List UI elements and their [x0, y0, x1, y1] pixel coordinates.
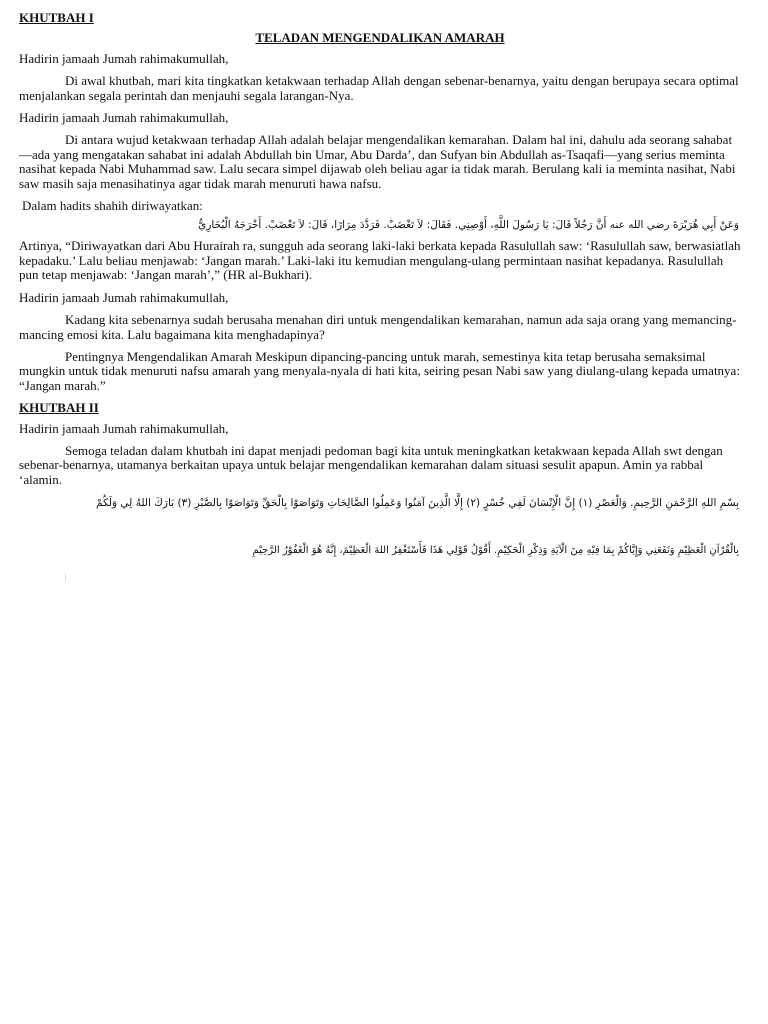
spacer	[19, 517, 741, 543]
paragraph-importance: Pentingnya Mengendalikan Amarah Meskipun dipancing-pancing untuk marah, semestinya kita tetap berusaha semaksimal mungkin untuk tidak menuruti nafsu amarah yang menyala-nyala di hati kita, seiring pesan Nabi saw yang diulang-ulang kepada umatnya: “Jangan marah.”	[19, 348, 740, 393]
greeting-4: Hadirin jamaah Jumah rahimakumullah,	[19, 420, 229, 436]
document-page	[19, 11, 741, 581]
paragraph-taqwa: Di antara wujud ketakwaan terhadap Allah adalah belajar mengendalikan kemarahan. Dalam hal ini, dahulu ada seorang sahabat—ada yang mengatakan sahabat ini adalah Abdullah bin Umar, Abu Darda’, dan Sufyan bin Abdullah as-Tsaqafi—yang serius meminta nasihat kepada Nabi Muhammad saw. Lalu secara simpel dijawab oleh beliau agar ia tidak marah. Berulang kali ia meminta nasihat, Nabi saw masih saja menasihatinya agar tidak marah menuruti hawa nafsu.	[19, 132, 736, 191]
greeting-1: Hadirin jamaah Jumah rahimakumullah,	[19, 50, 229, 66]
paragraph-opening: Di awal khutbah, mari kita tingkatkan ketakwaan terhadap Allah dengan sebenar-benarnya, yaitu dengan berupaya secara optimal menjalankan segala perintah dan menjauhi segala larangan-Nya.	[19, 73, 739, 103]
closing-dua-arabic: بِالْقُرْآنِ الْعَظِيْمِ وَنَفَعَنِي وَإِيَّاكُمْ بِمَا فِيْهِ مِنَ الْآيَةِ وَذِكْرِ الْحَكِيْمِ. أَقُوْلُ قَوْلِي هَذَا فَأَسْتَغْفِرُ اللهَ الْعَظِيْمَ، إِنَّهُ هُوَ الْغَفُوْرُ الرَّحِيْمِ	[252, 545, 739, 557]
greeting-3: Hadirin jamaah Jumah rahimakumullah,	[19, 289, 229, 305]
paragraph-provocation: Kadang kita sebenarnya sudah berusaha menahan diri untuk mengendalikan kemarahan, namun ada saja orang yang memancing-mancing emosi kita. Lalu bagaimana kita menghadapinya?	[19, 312, 737, 342]
paragraph-closing: Semoga teladan dalam khutbah ini dapat menjadi pedoman bagi kita untuk meningkatkan ketakwaan kepada Allah swt dengan sebenar-benarnya, utamanya berkaitan upaya untuk belajar mengendalikan kemarahan dalam situasi sesulit apapun. Amin ya rabbal ‘alamin.	[19, 442, 723, 487]
hadith-intro: Dalam hadits shahih diriwayatkan:	[22, 198, 203, 214]
khutbah-1-heading: KHUTBAH I	[19, 10, 94, 25]
cursor-mark	[65, 573, 66, 581]
sermon-title: TELADAN MENGENDALIKAN AMARAH	[255, 30, 505, 46]
hadith-arabic-text: وَعَنْ أَبِي هُرَيْرَةَ رضي الله عنه أَنَّ رَجُلاً قَالَ: يَا رَسُولَ اللَّهِ، أَوْصِنِي. فَقَالَ: لاَ تَغْضَبْ. فَرَدَّدَ مِرَارًا، قَالَ: لاَ تَغْضَبْ. أَخْرَجَهُ الْبُخَارِيُّ	[198, 219, 739, 232]
surah-al-asr-arabic: بِسْمِ اللهِ الرَّحْمَنِ الرَّحِيمِ. وَالْعَصْرِ (١) إِنَّ الْإِنْسَانَ لَفِي خُسْرٍ (٢) إِلَّا الَّذِينَ آمَنُوا وَعَمِلُوا الصَّالِحَاتِ وَتَوَاصَوْا بِالْحَقِّ وَتَوَاصَوْا بِالصَّبْرِ (٣) بَارَكَ اللهُ لِي وَلَكُمْ	[96, 497, 739, 510]
greeting-2: Hadirin jamaah Jumah rahimakumullah,	[19, 110, 229, 126]
hadith-translation: Artinya, “Diriwayatkan dari Abu Hurairah ra, sungguh ada seorang laki-laki berkata kepada Rasulullah saw: ‘Rasulullah saw, berwasiatlah kepadaku.’ Lalu beliau menjawab: ‘Jangan marah.’ Laki-laki itu kemudian mengulang-ulang permintaan nasihat kepadanya. Rasulullah pun tetap menjawab: ‘Jangan marah’,” (HR al-Bukhari).	[19, 238, 741, 283]
khutbah-2-heading: KHUTBAH II	[19, 400, 99, 416]
